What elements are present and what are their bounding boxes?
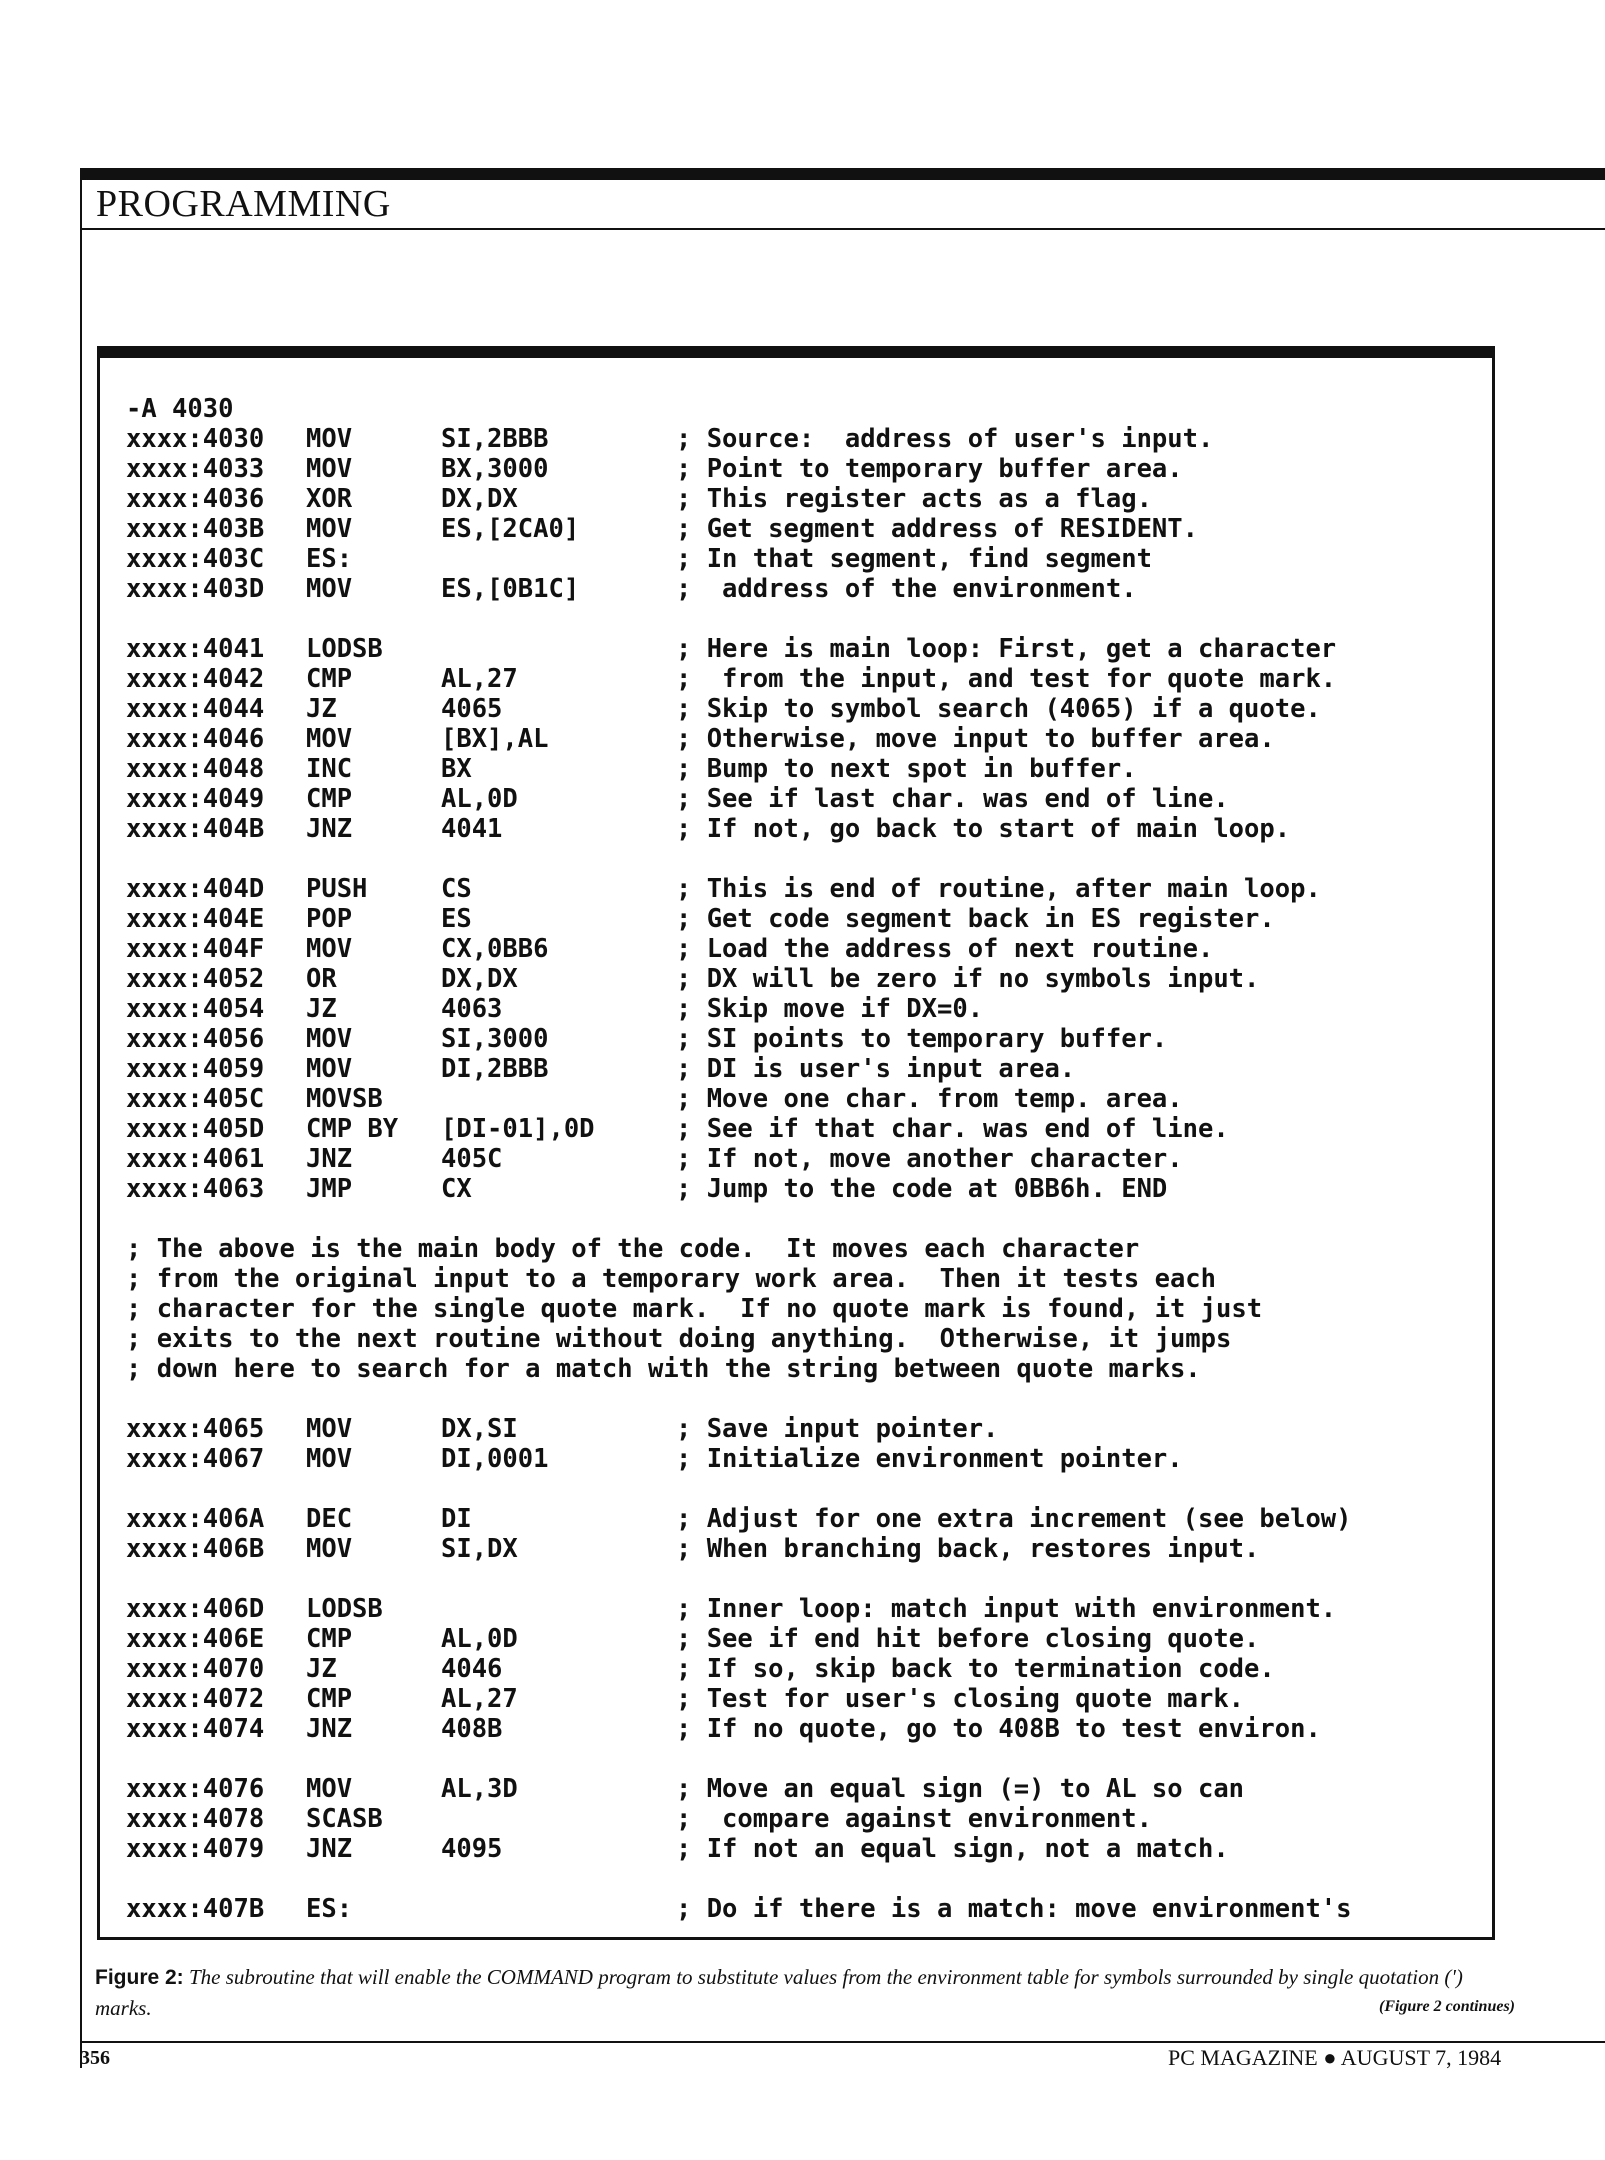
code-operands: 408B xyxy=(441,1714,503,1744)
code-address: xxxx:404B xyxy=(126,814,265,844)
figure-continues-note: (Figure 2 continues) xyxy=(1378,1998,1515,2015)
code-comment: ; See if that char. was end of line. xyxy=(676,1114,1229,1144)
code-comment: ; DX will be zero if no symbols input. xyxy=(676,964,1260,994)
left-rule xyxy=(80,168,82,2068)
code-comment: ; Inner loop: match input with environment. xyxy=(676,1594,1337,1624)
code-operands: SI,3000 xyxy=(441,1024,549,1054)
code-address: xxxx:406A xyxy=(126,1504,265,1534)
code-line xyxy=(126,694,1486,724)
code-address: xxxx:404F xyxy=(126,934,265,964)
code-address: xxxx:406B xyxy=(126,1534,265,1564)
code-line xyxy=(126,574,1486,604)
figure-caption-text: The subroutine that will enable the COMMAND program to substitute values from the environment table for symbols surrounded by single quotation (') marks. xyxy=(95,1965,1463,2020)
comment-notes xyxy=(126,1234,1486,1384)
code-opcode: MOV xyxy=(306,1534,353,1564)
code-address: xxxx:4065 xyxy=(126,1414,265,1444)
code-operands: CX xyxy=(441,1174,472,1204)
code-comment: ; Jump to the code at 0BB6h. END xyxy=(676,1174,1168,1204)
code-line xyxy=(126,1444,1486,1474)
code-comment: ; Do if there is a match: move environment's xyxy=(676,1894,1352,1924)
code-line xyxy=(126,1684,1486,1714)
code-block-5 xyxy=(126,1504,1486,1564)
code-line xyxy=(126,754,1486,784)
top-rule xyxy=(80,168,1605,180)
code-line xyxy=(126,634,1486,664)
code-block-8 xyxy=(126,1894,1486,1924)
code-comment: ; Save input pointer. xyxy=(676,1414,999,1444)
code-opcode: JZ xyxy=(306,994,337,1024)
code-comment: ; In that segment, find segment xyxy=(676,544,1152,574)
code-address: xxxx:403C xyxy=(126,544,265,574)
code-operands: AL,0D xyxy=(441,784,518,814)
code-comment: ; Adjust for one extra increment (see below) xyxy=(676,1504,1352,1534)
code-comment: ; from the input, and test for quote mark. xyxy=(676,664,1337,694)
code-address: xxxx:4044 xyxy=(126,694,265,724)
code-line xyxy=(126,1594,1486,1624)
code-comment: ; Source: address of user's input. xyxy=(676,424,1214,454)
code-opcode: MOV xyxy=(306,1414,353,1444)
comment-line: ; The above is the main body of the code. It moves each character xyxy=(126,1234,1140,1264)
code-address: xxxx:4072 xyxy=(126,1684,265,1714)
code-operands: BX,3000 xyxy=(441,454,549,484)
blank-line xyxy=(126,1384,1486,1414)
code-opcode: MOV xyxy=(306,1024,353,1054)
code-line xyxy=(126,814,1486,844)
code-line xyxy=(126,1714,1486,1744)
code-opcode: PUSH xyxy=(306,874,368,904)
code-comment: ; Skip move if DX=0. xyxy=(676,994,984,1024)
code-opcode: JNZ xyxy=(306,1714,353,1744)
code-opcode: MOV xyxy=(306,424,353,454)
code-operands: 4095 xyxy=(441,1834,503,1864)
code-opcode: INC xyxy=(306,754,353,784)
code-opcode: MOV xyxy=(306,934,353,964)
figure-label: Figure 2: xyxy=(95,1966,184,1989)
code-opcode: LODSB xyxy=(306,634,383,664)
code-opcode: MOVSB xyxy=(306,1084,383,1114)
code-line xyxy=(126,424,1486,454)
code-line xyxy=(126,1654,1486,1684)
code-address: xxxx:407B xyxy=(126,1894,265,1924)
code-line xyxy=(126,1144,1486,1174)
code-operands: AL,27 xyxy=(441,1684,518,1714)
code-address: xxxx:405C xyxy=(126,1084,265,1114)
code-address: xxxx:4052 xyxy=(126,964,265,994)
code-operands: 4065 xyxy=(441,694,503,724)
code-line xyxy=(126,1894,1486,1924)
code-comment: ; If no quote, go to 408B to test environ. xyxy=(676,1714,1321,1744)
code-comment: ; See if last char. was end of line. xyxy=(676,784,1229,814)
code-line xyxy=(126,874,1486,904)
code-line xyxy=(126,1084,1486,1114)
code-opcode: SCASB xyxy=(306,1804,383,1834)
code-operands: [DI-01],0D xyxy=(441,1114,595,1144)
code-line xyxy=(126,1024,1486,1054)
code-address: xxxx:4067 xyxy=(126,1444,265,1474)
code-line xyxy=(126,454,1486,484)
code-line xyxy=(126,1054,1486,1084)
code-address: xxxx:4070 xyxy=(126,1654,265,1684)
code-listing-box xyxy=(97,346,1495,1940)
comment-line: ; from the original input to a temporary work area. Then it tests each xyxy=(126,1264,1217,1294)
code-comment: ; Skip to symbol search (4065) if a quote. xyxy=(676,694,1321,724)
code-operands: 4041 xyxy=(441,814,503,844)
code-opcode: JNZ xyxy=(306,1834,353,1864)
code-opcode: MOV xyxy=(306,1444,353,1474)
code-address: xxxx:403D xyxy=(126,574,265,604)
code-line xyxy=(126,664,1486,694)
blank-line xyxy=(126,1564,1486,1594)
code-block-6 xyxy=(126,1594,1486,1744)
code-opcode: JNZ xyxy=(306,814,353,844)
code-address: xxxx:4042 xyxy=(126,664,265,694)
blank-line xyxy=(126,1744,1486,1774)
code-line xyxy=(126,1834,1486,1864)
code-address: xxxx:404E xyxy=(126,904,265,934)
code-address: xxxx:4036 xyxy=(126,484,265,514)
code-line xyxy=(126,1174,1486,1204)
code-block-1 xyxy=(126,424,1486,604)
code-comment: ; Get segment address of RESIDENT. xyxy=(676,514,1198,544)
code-address: xxxx:4056 xyxy=(126,1024,265,1054)
code-operands: DI,2BBB xyxy=(441,1054,549,1084)
code-address: xxxx:4076 xyxy=(126,1774,265,1804)
code-operands: DX,DX xyxy=(441,484,518,514)
code-operands: CS xyxy=(441,874,472,904)
code-address: xxxx:4048 xyxy=(126,754,265,784)
figure-caption xyxy=(95,1962,1515,2023)
code-operands: 4046 xyxy=(441,1654,503,1684)
code-operands: DI xyxy=(441,1504,472,1534)
code-opcode: POP xyxy=(306,904,353,934)
code-operands: [BX],AL xyxy=(441,724,549,754)
code-opcode: ES: xyxy=(306,1894,353,1924)
code-comment: ; Test for user's closing quote mark. xyxy=(676,1684,1245,1714)
comment-line: ; down here to search for a match with the string between quote marks. xyxy=(126,1354,1201,1384)
code-comment: ; If not, move another character. xyxy=(676,1144,1183,1174)
code-comment: ; SI points to temporary buffer. xyxy=(676,1024,1168,1054)
code-line xyxy=(126,1804,1486,1834)
code-address: xxxx:4079 xyxy=(126,1834,265,1864)
code-comment: ; If not an equal sign, not a match. xyxy=(676,1834,1229,1864)
code-address: xxxx:4033 xyxy=(126,454,265,484)
code-comment: ; See if end hit before closing quote. xyxy=(676,1624,1260,1654)
code-operands: AL,27 xyxy=(441,664,518,694)
code-operands: ES,[2CA0] xyxy=(441,514,580,544)
code-comment: ; Move one char. from temp. area. xyxy=(676,1084,1183,1114)
code-comment: ; Point to temporary buffer area. xyxy=(676,454,1183,484)
code-opcode: MOV xyxy=(306,454,353,484)
code-block-2 xyxy=(126,634,1486,844)
code-block-7 xyxy=(126,1774,1486,1864)
code-address: xxxx:4041 xyxy=(126,634,265,664)
code-operands: ES xyxy=(441,904,472,934)
code-address: xxxx:4078 xyxy=(126,1804,265,1834)
code-opcode: JZ xyxy=(306,694,337,724)
code-opcode: JMP xyxy=(306,1174,353,1204)
code-line xyxy=(126,964,1486,994)
code-operands: DX,SI xyxy=(441,1414,518,1444)
code-opcode: JNZ xyxy=(306,1144,353,1174)
blank-line xyxy=(126,1474,1486,1504)
code-comment: ; Bump to next spot in buffer. xyxy=(676,754,1137,784)
code-address: xxxx:405D xyxy=(126,1114,265,1144)
code-comment: ; Move an equal sign (=) to AL so can xyxy=(676,1774,1245,1804)
code-comment: ; Load the address of next routine. xyxy=(676,934,1214,964)
code-line xyxy=(126,784,1486,814)
code-address: xxxx:4061 xyxy=(126,1144,265,1174)
code-opcode: CMP xyxy=(306,1624,353,1654)
blank-line xyxy=(126,844,1486,874)
code-line xyxy=(126,934,1486,964)
code-comment: ; Here is main loop: First, get a character xyxy=(676,634,1337,664)
code-operands: 405C xyxy=(441,1144,503,1174)
code-operands: BX xyxy=(441,754,472,784)
section-title: PROGRAMMING xyxy=(96,183,391,225)
magazine-issue: PC MAGAZINE ● AUGUST 7, 1984 xyxy=(1168,2045,1502,2070)
code-line xyxy=(126,484,1486,514)
code-address: xxxx:4046 xyxy=(126,724,265,754)
page-number: 356 xyxy=(80,2047,110,2069)
code-comment: ; If not, go back to start of main loop. xyxy=(676,814,1291,844)
code-operands: AL,0D xyxy=(441,1624,518,1654)
code-line xyxy=(126,514,1486,544)
code-address: xxxx:4049 xyxy=(126,784,265,814)
code-address: xxxx:403B xyxy=(126,514,265,544)
code-opcode: CMP BY xyxy=(306,1114,399,1144)
code-opcode: CMP xyxy=(306,664,353,694)
code-operands: DI,0001 xyxy=(441,1444,549,1474)
code-opcode: MOV xyxy=(306,724,353,754)
code-opcode: MOV xyxy=(306,514,353,544)
code-line xyxy=(126,1414,1486,1444)
title-rule xyxy=(82,228,1605,230)
code-line xyxy=(126,1774,1486,1804)
code-comment: ; Get code segment back in ES register. xyxy=(676,904,1275,934)
code-line xyxy=(126,904,1486,934)
code-opcode: DEC xyxy=(306,1504,353,1534)
code-address: xxxx:4054 xyxy=(126,994,265,1024)
code-comment: ; This is end of routine, after main loop. xyxy=(676,874,1321,904)
code-opcode: MOV xyxy=(306,1774,353,1804)
code-comment: ; DI is user's input area. xyxy=(676,1054,1076,1084)
code-opcode: CMP xyxy=(306,1684,353,1714)
code-block-4 xyxy=(126,1414,1486,1474)
comment-line: ; exits to the next routine without doing anything. Otherwise, it jumps xyxy=(126,1324,1232,1354)
code-line xyxy=(126,994,1486,1024)
code-operands: 4063 xyxy=(441,994,503,1024)
code-address: xxxx:4030 xyxy=(126,424,265,454)
code-comment: ; compare against environment. xyxy=(676,1804,1152,1834)
code-comment: ; If so, skip back to termination code. xyxy=(676,1654,1275,1684)
blank-line xyxy=(126,1864,1486,1894)
code-line xyxy=(126,1534,1486,1564)
code-operands: AL,3D xyxy=(441,1774,518,1804)
code-line xyxy=(126,544,1486,574)
comment-line: ; character for the single quote mark. If no quote mark is found, it just xyxy=(126,1294,1263,1324)
code-operands: ES,[0B1C] xyxy=(441,574,580,604)
code-opcode: XOR xyxy=(306,484,353,514)
code-address: xxxx:406E xyxy=(126,1624,265,1654)
code-line xyxy=(126,724,1486,754)
code-line xyxy=(126,1504,1486,1534)
code-address: xxxx:4059 xyxy=(126,1054,265,1084)
code-opcode: ES: xyxy=(306,544,353,574)
code-opcode: OR xyxy=(306,964,337,994)
code-opcode: CMP xyxy=(306,784,353,814)
code-address: xxxx:404D xyxy=(126,874,265,904)
code-comment: ; This register acts as a flag. xyxy=(676,484,1152,514)
code-address: xxxx:4063 xyxy=(126,1174,265,1204)
code-block-3 xyxy=(126,874,1486,1204)
code-opcode: JZ xyxy=(306,1654,337,1684)
code-operands: SI,2BBB xyxy=(441,424,549,454)
code-line xyxy=(126,1114,1486,1144)
code-operands: CX,0BB6 xyxy=(441,934,549,964)
code-comment: ; address of the environment. xyxy=(676,574,1137,604)
footer-rule xyxy=(80,2041,1605,2043)
code-comment: ; Otherwise, move input to buffer area. xyxy=(676,724,1275,754)
code-address: xxxx:406D xyxy=(126,1594,265,1624)
code-opcode: MOV xyxy=(306,1054,353,1084)
code-operands: SI,DX xyxy=(441,1534,518,1564)
code-address: xxxx:4074 xyxy=(126,1714,265,1744)
code-listing xyxy=(126,394,1486,1924)
code-opcode: LODSB xyxy=(306,1594,383,1624)
code-opcode: MOV xyxy=(306,574,353,604)
debug-command: -A 4030 xyxy=(126,394,234,424)
code-line xyxy=(126,1624,1486,1654)
blank-line xyxy=(126,604,1486,634)
code-comment: ; Initialize environment pointer. xyxy=(676,1444,1183,1474)
code-comment: ; When branching back, restores input. xyxy=(676,1534,1260,1564)
code-operands: DX,DX xyxy=(441,964,518,994)
blank-line xyxy=(126,1204,1486,1234)
